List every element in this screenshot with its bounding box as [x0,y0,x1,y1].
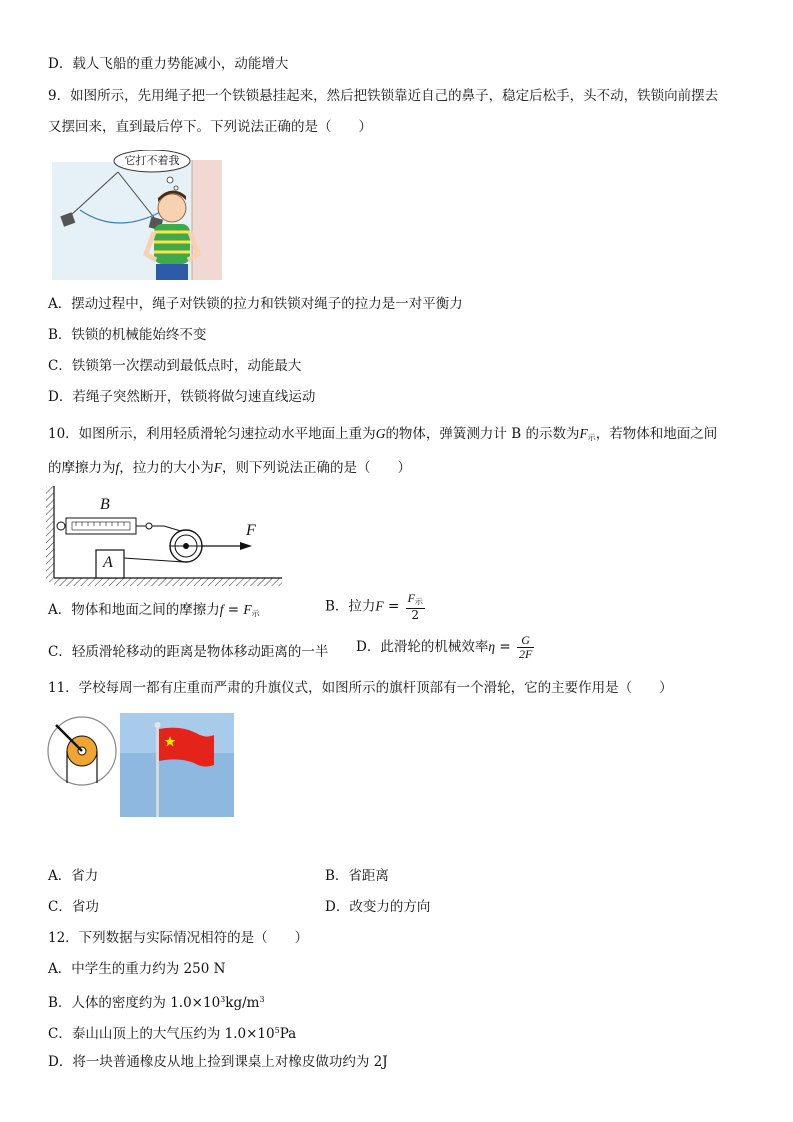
q10-option-a-sub: 示 [251,609,260,618]
q10-option-d-fraction [517,634,534,661]
q9-stem-line1: 9．如图所示，先用绳子把一个铁锁悬挂起来，然后把铁锁靠近自己的鼻子，稳定后松手，头不动，铁锁向前摆去 [48,88,719,104]
q9-option-a: A．摆动过程中，绳子对铁锁的拉力和铁锁对绳子的拉力是一对平衡力 [48,296,463,312]
q11-option-a: A．省力 [48,868,99,884]
q10-option-b: B．拉力F = $\frac{F_示}{2}$ [325,591,423,622]
q9-option-d: D．若绳子突然断开，铁锁将做匀速直线运动 [48,389,316,405]
q10-stem-text-f: ，则下列说法正确的是（ ） [222,460,412,476]
q10-force-symbol-2: F [213,460,223,475]
q10-option-a [48,600,260,624]
q11-option-c: C．省功 [48,899,99,915]
q10-force-subscript: 示 [587,433,596,442]
q12-option-b-unit-exp: 3 [259,995,265,1004]
q10-option-d-den: 2F [518,647,533,661]
q12-option-b-exp: 3 [220,995,226,1004]
q10-stem-line2 [48,458,411,478]
q12-option-b [48,990,265,1013]
q10-label-f: F [246,522,256,539]
q12-option-c-exp: 5 [274,1026,280,1035]
q10-stem-text-b: 的物体，弹簧测力计 B 的示数为 [385,426,580,442]
q10-option-a-text: A．物体和地面之间的摩擦力 [48,602,220,618]
q11-option-d: D．改变力的方向 [325,899,431,915]
q10-stem-text-d: 的摩擦力为 [48,460,116,476]
q11-flag-illustration [46,711,236,819]
q12-option-b-text: B．人体的密度约为 1.0×10 [48,995,221,1011]
q10-stem-line1 [48,424,717,448]
q10-option-b-num-F: F [407,591,415,605]
q10-option-b-num-sub: 示 [414,597,423,606]
q10-option-b-fraction [406,592,425,622]
q11-option-b: B．省距离 [325,868,389,884]
q10-option-b-text: B．拉力 [325,598,376,615]
q10-option-d: D．此滑轮的机械效率η = $\frac{G}{2F}$ [356,633,533,661]
q10-option-d-text: D．此滑轮的机械效率 [356,639,489,655]
q10-force-symbol: F [579,426,588,441]
q10-option-a-f: f [219,602,224,617]
q12-option-a: A．中学生的重力约为 250 N [48,961,226,977]
q9-bubble-text: 它打不着我 [124,154,180,167]
q10-stem-text-a: 10．如图所示，利用轻质滑轮匀速拉动水平地面上重为 [48,426,376,442]
q10-stem-text-c: ，若物体和地面之间 [595,426,718,442]
q10-stem-text-e: ，拉力的大小为 [119,460,214,476]
q12-option-c [48,1021,296,1044]
q10-label-a: A [103,554,113,571]
q10-option-d-eta: η [488,639,496,654]
q9-figure [52,150,222,280]
q12-option-d: D．将一块普通橡皮从地上捡到课桌上对橡皮做功约为 2J [48,1054,388,1070]
q9-stem-line2: 又摆回来，直到最后停下。下列说法正确的是（ ） [48,119,372,135]
q12-option-c-unit: Pa [279,1026,297,1042]
q11-stem: 11．学校每周一都有庄重而严肃的升旗仪式，如图所示的旗杆顶部有一个滑轮，它的主要作用是（ ） [48,680,673,696]
q10-option-d-num: G [517,634,534,648]
q12-option-b-unit: kg/m [225,995,260,1011]
q9-option-b: B．铁锁的机械能始终不变 [48,327,207,343]
q10-option-a-eq: = [223,602,244,618]
q10-figure [46,486,286,590]
q12-stem: 12．下列数据与实际情况相符的是（ ） [48,930,309,946]
q8-option-d: D．载人飞船的重力势能减小，动能增大 [48,56,289,72]
q12-option-c-text: C．泰山山顶上的大气压约为 1.0×10 [48,1026,275,1042]
q10-option-c: C．轻质滑轮移动的距离是物体移动距离的一半 [48,644,329,660]
q9-option-c: C．铁锁第一次摆动到最低点时，动能最大 [48,358,302,374]
q11-figure [46,711,236,819]
q10-option-a-F: F [243,602,252,617]
q10-option-b-den: 2 [411,608,420,622]
q10-weight-symbol: G [375,426,386,441]
q10-option-b-F: F [375,598,384,614]
q10-label-b: B [100,496,110,513]
q10-friction-symbol: f [115,460,120,475]
